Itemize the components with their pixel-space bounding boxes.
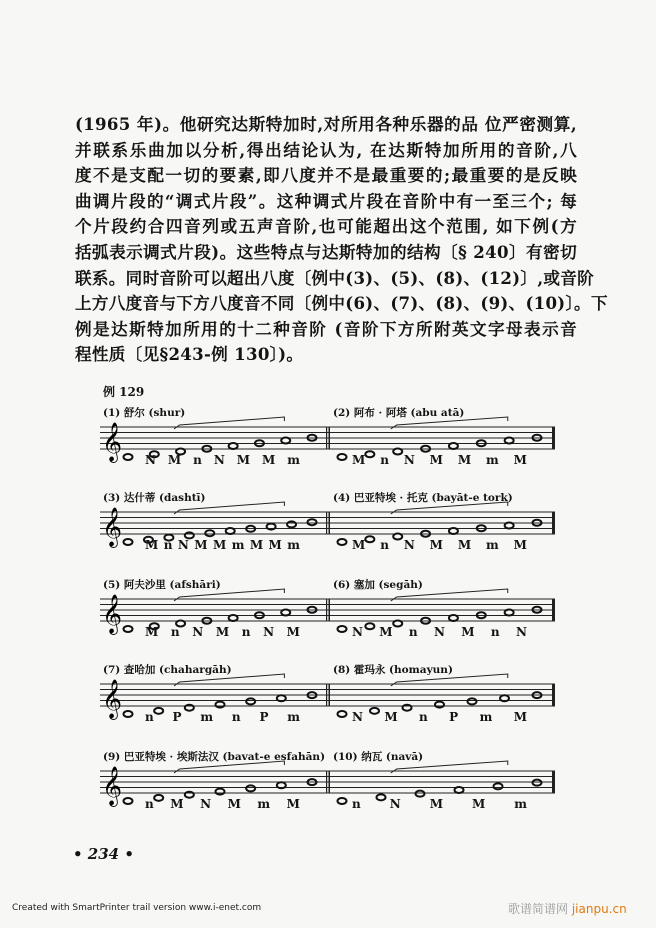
note <box>229 615 238 621</box>
interval-label: m <box>287 710 300 724</box>
interval-label: P <box>259 710 269 724</box>
note <box>449 615 458 621</box>
note <box>281 438 290 444</box>
body-line: (1965 年)。他研究达斯特加时,对所用各种乐器的品 位严密测算, <box>75 114 577 134</box>
interval-label: M <box>236 453 251 467</box>
note <box>338 539 347 545</box>
note <box>124 539 133 545</box>
body-line: 例是达斯特加所用的十二种音阶 (音阶下方所附英文字母表示音 <box>75 318 577 339</box>
interval-label: M <box>215 625 230 639</box>
note <box>533 780 542 786</box>
interval-labels <box>352 797 527 811</box>
interval-label: N <box>403 538 415 552</box>
note <box>229 443 238 449</box>
interval-label: n <box>193 453 202 467</box>
note <box>124 454 133 460</box>
interval-labels <box>352 538 527 552</box>
scale-label: (3) 达什蒂 (dashtī) <box>103 492 206 504</box>
interval-label: M <box>352 453 366 467</box>
interval-label: M <box>429 453 443 467</box>
barline <box>552 427 555 449</box>
interval-label: m <box>486 453 499 467</box>
note <box>505 438 514 444</box>
barline <box>326 684 327 706</box>
interval-label: N <box>403 453 415 467</box>
interval-label: M <box>352 538 366 552</box>
note <box>226 528 235 534</box>
note <box>494 783 503 789</box>
note <box>468 698 477 704</box>
interval-label: M <box>461 625 475 639</box>
interval-label: m <box>287 538 300 552</box>
note <box>500 695 509 701</box>
interval-label: N <box>352 625 363 639</box>
interval-label: m <box>257 797 271 811</box>
treble-clef-icon: 𝄞 <box>102 679 123 719</box>
scale-label: (1) 舒尔 (shur) <box>103 407 186 419</box>
interval-label: n <box>163 538 173 552</box>
note <box>287 521 296 527</box>
interval-label: n <box>380 453 389 467</box>
interval-label: n <box>490 625 500 639</box>
scale-label: (8) 霍玛永 (homayun) <box>333 664 453 676</box>
interval-label: M <box>268 538 282 552</box>
barline <box>326 427 327 449</box>
note <box>505 523 514 529</box>
interval-label: M <box>379 625 393 639</box>
barline <box>326 512 327 534</box>
interval-label: M <box>167 453 182 467</box>
scale-label: (10) 纳瓦 (navā) <box>333 751 424 763</box>
note <box>338 711 347 717</box>
interval-label: M <box>194 538 208 552</box>
interval-label: M <box>513 538 527 552</box>
note <box>416 791 425 797</box>
interval-label: N <box>213 453 225 467</box>
interval-labels <box>145 710 300 724</box>
footer-text: Created with SmartPrinter trail version www.i-enet.com <box>12 903 262 913</box>
interval-label: M <box>170 797 184 811</box>
interval-label: m <box>200 710 214 724</box>
interval-label: N <box>192 625 204 639</box>
note <box>277 782 286 788</box>
scale-label: (5) 阿夫沙里 (afshāri) <box>103 579 221 591</box>
body-line: 括弧表示调式片段)。这些特点与达斯特加的结构〔§ 240〕有密切 <box>75 241 577 262</box>
barline <box>326 771 327 793</box>
interval-label: m <box>486 538 499 552</box>
interval-labels <box>145 538 300 552</box>
interval-label: M <box>249 538 264 552</box>
interval-label: n <box>231 710 241 724</box>
note <box>338 454 347 460</box>
note <box>216 702 225 708</box>
body-line: 并联系乐曲加以分析,得出结论认为, 在达斯特加所用的音阶,八 <box>75 139 577 160</box>
scale-label: (2) 阿布 · 阿塔 (abu atā) <box>333 407 465 419</box>
interval-label: N <box>515 625 527 639</box>
treble-clef-icon: 𝄞 <box>102 507 123 547</box>
example-title: 例 129 <box>103 385 145 399</box>
interval-label: M <box>145 625 159 639</box>
body-line: 个片段约合四音列或五声音阶,也可能超出这个范围, 如下例(方 <box>75 216 577 237</box>
watermark <box>508 900 627 917</box>
interval-label: M <box>212 538 227 552</box>
note <box>267 524 276 530</box>
interval-label: P <box>449 710 459 724</box>
note <box>216 789 225 795</box>
interval-label: N <box>352 710 363 724</box>
barline <box>552 684 555 706</box>
interval-label: M <box>145 538 159 552</box>
interval-label: n <box>352 797 361 811</box>
note <box>449 528 458 534</box>
note <box>246 785 255 791</box>
note <box>124 626 133 632</box>
interval-label: M <box>513 710 527 724</box>
scale-label: (7) 查哈加 (chahargāh) <box>103 664 232 676</box>
interval-label: M <box>262 453 276 467</box>
interval-label: M <box>429 538 443 552</box>
scale-label: (9) 巴亚特埃 · 埃斯法汉 (bavat-e esfahān) <box>103 751 326 763</box>
interval-label: N <box>177 538 189 552</box>
body-line: 程性质〔见§243-例 130〕)。 <box>75 344 304 365</box>
treble-clef-icon: 𝄞 <box>102 422 123 462</box>
treble-clef-icon: 𝄞 <box>102 594 123 634</box>
scale-label: (4) 巴亚特埃 · 托克 (bayāt-e tork) <box>333 492 513 504</box>
note <box>338 798 347 804</box>
note <box>246 698 255 704</box>
scale-label: (6) 塞加 (segāh) <box>333 579 423 591</box>
body-line: 联系。同时音阶可以超出八度〔例中(3)、(5)、(8)、(12)〕,或音阶 <box>75 267 595 288</box>
note <box>455 787 464 793</box>
note <box>505 610 514 616</box>
interval-label: m <box>231 538 245 552</box>
interval-label: N <box>433 625 445 639</box>
interval-labels <box>352 453 527 467</box>
interval-label: M <box>227 797 241 811</box>
interval-label: N <box>200 797 212 811</box>
interval-labels <box>145 453 300 467</box>
note <box>435 702 444 708</box>
body-line: 上方八度音与下方八度音不同〔例中(6)、(7)、(8)、(9)、(10)〕。下 <box>75 293 608 314</box>
interval-label: M <box>286 797 300 811</box>
interval-label: n <box>408 625 418 639</box>
interval-label: M <box>513 453 527 467</box>
page-number: • 234 • <box>73 845 134 863</box>
treble-clef-icon: 𝄞 <box>102 766 123 806</box>
interval-label: M <box>286 625 300 639</box>
watermark-cn: 歌谱简谱网 <box>508 902 569 916</box>
interval-labels <box>352 625 527 639</box>
interval-label: n <box>241 625 251 639</box>
interval-label: M <box>429 797 443 811</box>
barline <box>326 599 327 621</box>
barline <box>552 771 555 793</box>
note <box>281 610 290 616</box>
note <box>205 530 214 536</box>
interval-label: M <box>384 710 398 724</box>
interval-label: n <box>170 625 180 639</box>
interval-label: N <box>263 625 275 639</box>
interval-label: n <box>380 538 389 552</box>
note <box>124 798 133 804</box>
interval-label: P <box>172 710 182 724</box>
barline <box>552 512 555 534</box>
body-line: 度不是支配一切的要素,即八度并不是最重要的;最重要的是反映 <box>75 165 577 186</box>
interval-label: N <box>389 797 401 811</box>
watermark-en: jianpu.cn <box>571 902 627 916</box>
interval-labels <box>352 710 527 724</box>
body-line: 曲调片段的“调式片段”。这种调式片段在音阶中有一至三个; 每 <box>75 190 577 211</box>
interval-labels <box>145 625 300 639</box>
interval-label: n <box>419 710 428 724</box>
interval-label: m <box>514 797 527 811</box>
note <box>277 695 286 701</box>
interval-labels <box>145 797 300 811</box>
note <box>449 443 458 449</box>
note <box>308 519 317 525</box>
barline <box>552 599 555 621</box>
body-text <box>75 112 608 368</box>
note <box>338 626 347 632</box>
interval-label: m <box>287 453 300 467</box>
interval-label: M <box>457 453 472 467</box>
interval-label: n <box>145 710 154 724</box>
interval-label: N <box>145 453 156 467</box>
interval-label: M <box>457 538 472 552</box>
interval-label: m <box>479 710 493 724</box>
note <box>124 711 133 717</box>
interval-label: M <box>472 797 486 811</box>
interval-label: n <box>145 797 154 811</box>
